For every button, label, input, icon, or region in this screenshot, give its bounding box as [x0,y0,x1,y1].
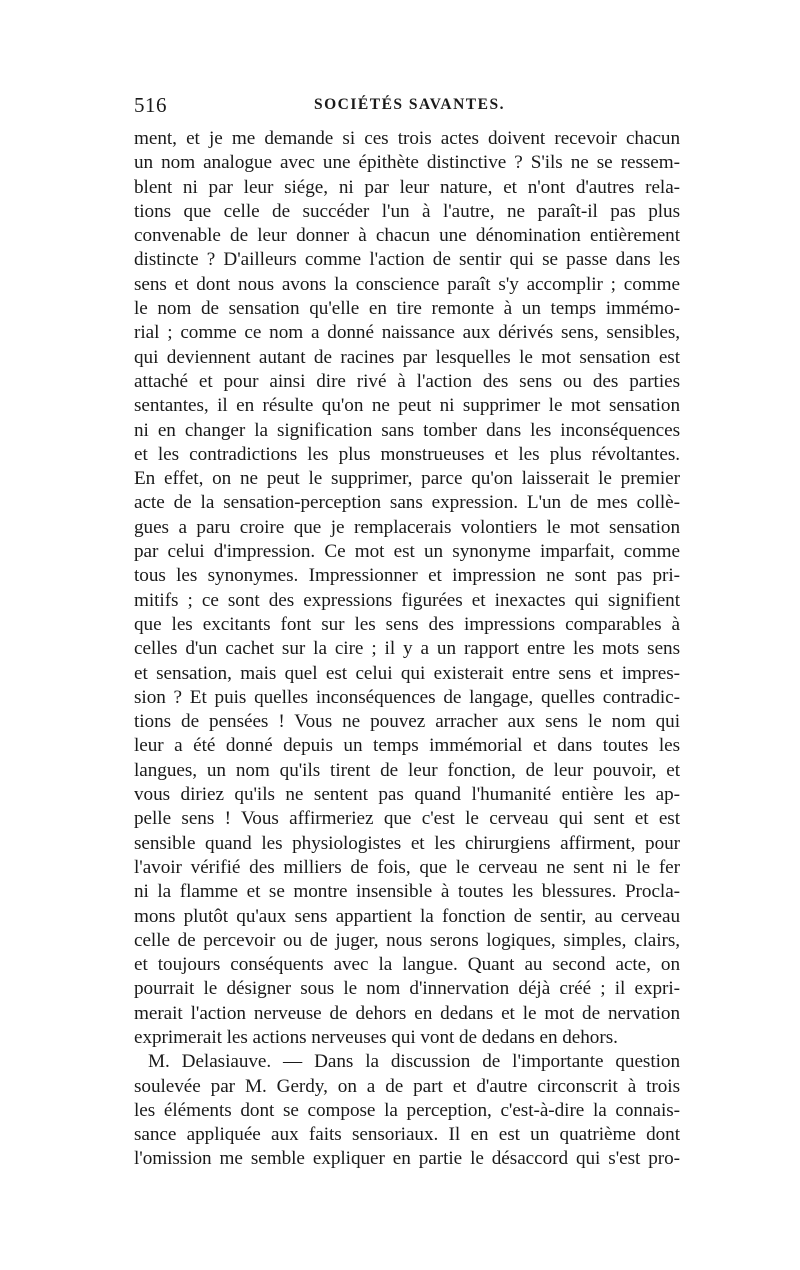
text-line: qui deviennent autant de racines par lesquelles le mot sensation est [134,346,680,368]
running-head: SOCIÉTÉS SAVANTES. [314,96,505,113]
text-line: leur a été donné depuis un temps immémorial et dans toutes les [134,735,680,757]
text-line: l'omission me semble expliquer en partie le désaccord qui s'est pro- [134,1148,680,1170]
text-line: ment, et je me demande si ces trois actes doivent recevoir chacun [134,128,680,149]
text-line: celle de percevoir ou de juger, nous serons logiques, simples, clairs, [134,929,680,951]
text-line: vous diriez qu'ils ne sentent pas quand l'humanité entière les ap- [134,784,680,806]
text-line: attaché et pour ainsi dire rivé à l'action des sens ou des parties [134,370,680,392]
text-line: sance appliquée aux faits sensoriaux. Il en est un quatrième dont [134,1124,680,1146]
text-line: tions de pensées ! Vous ne pouvez arracher aux sens le nom qui [134,711,680,733]
text-line: sensible quand les physiologistes et les chirurgiens affirment, pour [134,832,680,854]
text-line: En effet, on ne peut le supprimer, parce qu'on laisserait le premier [134,468,680,490]
text-line: M. Delasiauve. — Dans la discussion de l'importante question [148,1051,680,1073]
text-line: distincte ? D'ailleurs comme l'action de sentir qui se passe dans les [134,249,680,271]
text-line: gues a paru croire que je remplacerais volontiers le mot sensation [134,516,680,538]
text-line: tous les synonymes. Impressionner et impression ne sont pas pri- [134,565,680,587]
text-line: sion ? Et puis quelles inconséquences de langage, quelles contradic- [134,686,680,708]
text-line: celles d'un cachet sur la cire ; il y a un rapport entre les mots sens [134,638,680,660]
text-line: les éléments dont se compose la perception, c'est-à-dire la connais- [134,1099,680,1121]
text-line: exprimerait les actions nerveuses qui vont de dedans en dehors. [134,1026,618,1048]
text-line: pelle sens ! Vous affirmeriez que c'est le cerveau qui sent et est [134,808,680,830]
text-line: ni la flamme et se montre insensible à toutes les blessures. Procla- [134,881,680,903]
text-line: et toujours conséquents avec la langue. Quant au second acte, on [134,954,680,976]
text-line: pourrait le désigner sous le nom d'innervation déjà créé ; il expri- [134,978,680,1000]
text-line: ni en changer la signification sans tomber dans les inconséquences [134,419,680,441]
text-line: sentantes, il en résulte qu'on ne peut ni supprimer le mot sensation [134,395,680,417]
text-line: que les excitants font sur les sens des impressions comparables à [134,613,680,635]
text-line: mitifs ; ce sont des expressions figurées et inexactes qui signifient [134,589,680,611]
text-line: rial ; comme ce nom a donné naissance aux dérivés sens, sensibles, [134,322,680,344]
text-line: tions que celle de succéder l'un à l'autre, ne paraît-il pas plus [134,200,680,222]
page-number: 516 [134,93,167,117]
text-line: blent ni par leur siége, ni par leur nature, et n'ont d'autres rela- [134,176,680,198]
text-line: et les contradictions les plus monstrueuses et les plus révoltantes. [134,443,680,465]
text-line: soulevée par M. Gerdy, on a de part et d'autre circonscrit à trois [134,1075,680,1097]
text-line: acte de la sensation-perception sans expression. L'un de mes collè- [134,492,680,514]
text-line: langues, un nom qu'ils tirent de leur fonction, de leur pouvoir, et [134,759,680,781]
text-line: convenable de leur donner à chacun une dénomination entièrement [134,225,680,247]
text-line: sens et dont nous avons la conscience paraît s'y accomplir ; comme [134,273,680,295]
text-line: merait l'action nerveuse de dehors en dedans et le mot de nervation [134,1002,680,1024]
body-text [134,127,680,1172]
text-line: l'avoir vérifié des milliers de fois, que le cerveau ne sent ni le fer [134,856,680,878]
text-line: par celui d'impression. Ce mot est un synonyme imparfait, comme [134,541,680,563]
text-line: et sensation, mais quel est celui qui existerait entre sens et impres- [134,662,680,684]
text-line: un nom analogue avec une épithète distinctive ? S'ils ne se ressem- [134,152,680,174]
page-header [134,93,680,123]
text-line: le nom de sensation qu'elle en tire remonte à un temps immémo- [134,298,680,320]
text-line: mons plutôt qu'aux sens appartient la fonction de sentir, au cerveau [134,905,680,927]
